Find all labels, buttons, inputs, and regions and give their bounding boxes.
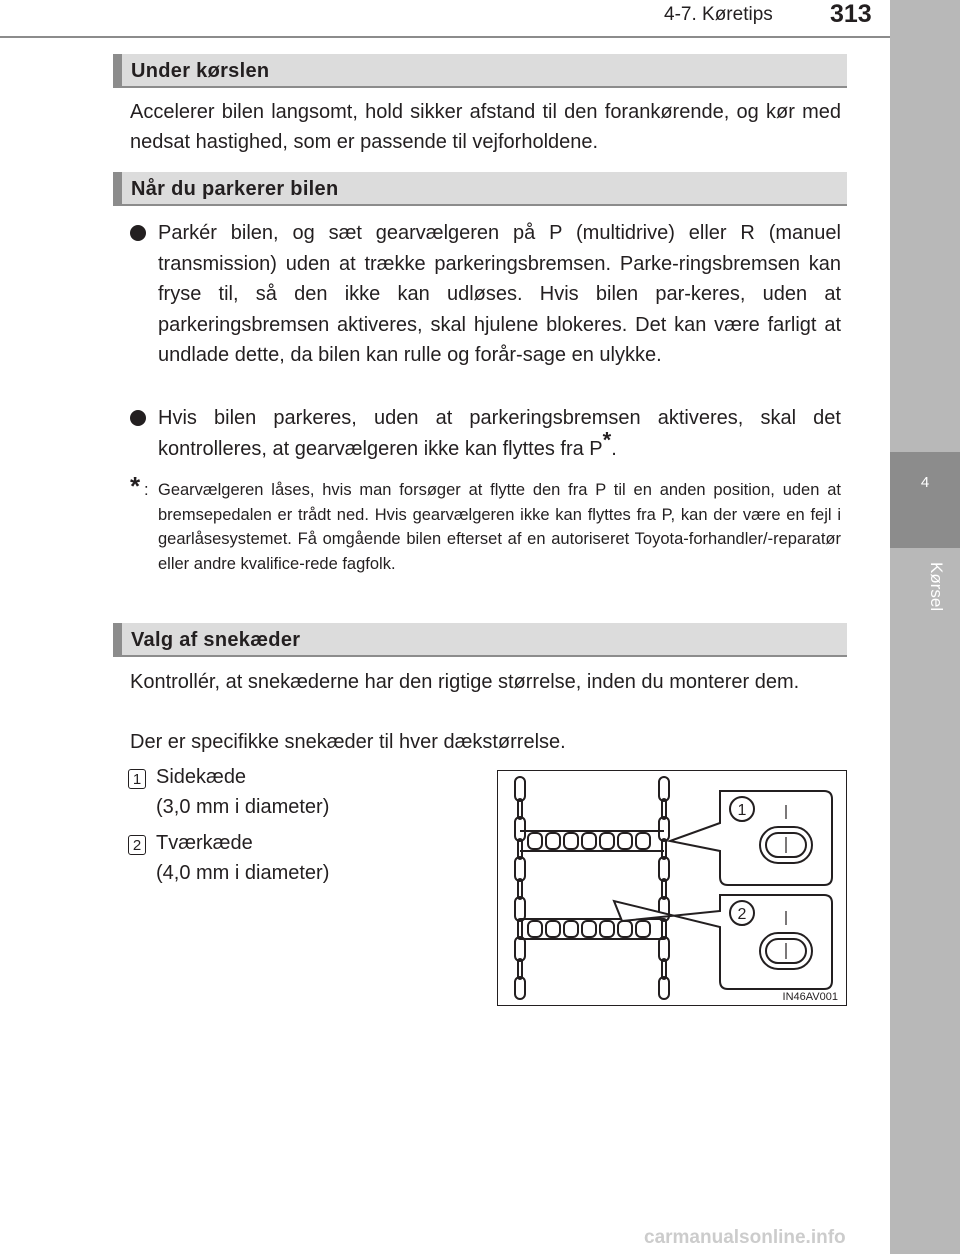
snow-chain-illustration: [498, 771, 846, 1005]
callout-box-2: [614, 895, 832, 989]
legend-number-1: 1: [128, 769, 146, 789]
callout-box-1: [670, 791, 832, 885]
section-heading-parkering: [113, 172, 847, 206]
cross-chain-lower: [520, 919, 664, 939]
figure-code: IN46AV001: [782, 991, 838, 1003]
legend-item-2-line-1: Tværkæde: [156, 832, 253, 854]
section-1-body: Accelerer bilen langsomt, hold sikker afstand til den forankørende, og kør med nedsat hastighed, som er passende til vejforholdene.: [130, 101, 841, 153]
side-tab-top: [890, 0, 960, 452]
bullet-text: Parkér bilen, og sæt gearvælgeren på P (multidrive) eller R (manuel transmission) uden at trække parkeringsbremsen. Parke-ringsbremsen kan fryse til, så den ikke kan udløses. Hvis bilen par-keres, uden at parkeringsbremsen aktiveres, skal hjulene blokeres. Det kan være farligt at undlade dette, da bilen kan rulle og forår-sage en ulykke.: [158, 222, 841, 366]
header-rule: [0, 36, 890, 38]
legend-item-1-line-2: (3,0 mm i diameter): [156, 796, 330, 818]
bullet-text: Hvis bilen parkeres, uden at parkeringsbremsen aktiveres, skal det kontrolleres, at gearvælgeren ikke kan flyttes fra P: [158, 407, 841, 460]
site-watermark: carmanualsonline.info: [644, 1227, 846, 1248]
legend-number-2: 2: [128, 835, 146, 855]
side-tab-lower: [890, 548, 960, 1254]
bullet-text-wrap: Hvis bilen parkeres, uden at parkeringsbremsen aktiveres, skal det kontrolleres, at gearvælgeren ikke kan flyttes fra P*.: [158, 407, 841, 460]
footnote: [130, 471, 841, 576]
side-tab-chapter-block: [890, 452, 960, 548]
callout-label-1: 1: [737, 802, 747, 819]
section-title: Når du parkerer bilen: [131, 178, 339, 200]
footnote-colon: :: [144, 481, 149, 499]
legend-item-1-line-1: Sidekæde: [156, 766, 247, 788]
footnote-text: Gearvælgeren låses, hvis man forsøger at flytte den fra P til en anden position, uden at bremsepedalen er trådt ned. Hvis gearvælgeren ikke kan flyttes fra P, kan der være en fejl i gearlåsesystemet. Få omgående bilen efterset af en autoriseret Toyota-forhandler/-reparatør eller andre kvalifice-rede fagfolk.: [158, 481, 841, 573]
side-chain-right: [659, 777, 669, 999]
side-chain-left: [515, 777, 525, 999]
section-heading-snekaeder: [113, 623, 847, 657]
page-number: 313: [830, 0, 872, 28]
side-tab-number: 4: [920, 474, 930, 491]
bullet-item-1: [130, 218, 841, 371]
section-3-body-1: Kontrollér, at snekæderne har den rigtige størrelse, inden du monterer dem.: [130, 671, 800, 693]
section-title: Valg af snekæder: [131, 629, 301, 651]
footnote-mark: *: [602, 426, 612, 452]
section-heading-under-koerslen: [113, 54, 847, 88]
section-3-body-2: Der er specifikke snekæder til hver dækstørrelse.: [130, 731, 566, 753]
callout-label-2: 2: [737, 906, 747, 923]
legend-item-2-line-2: (4,0 mm i diameter): [156, 862, 330, 884]
section-title: Under kørslen: [131, 60, 270, 82]
chapter-title: 4-7. Køretips: [664, 4, 773, 25]
bullet-icon: [130, 410, 146, 426]
footnote-star: *: [130, 471, 141, 501]
bullet-item-2: [130, 403, 841, 464]
cross-chain-upper: [520, 831, 664, 851]
side-tab-label: Kørsel: [927, 562, 946, 612]
bullet-icon: [130, 225, 146, 241]
snow-chain-figure: [497, 770, 847, 1006]
